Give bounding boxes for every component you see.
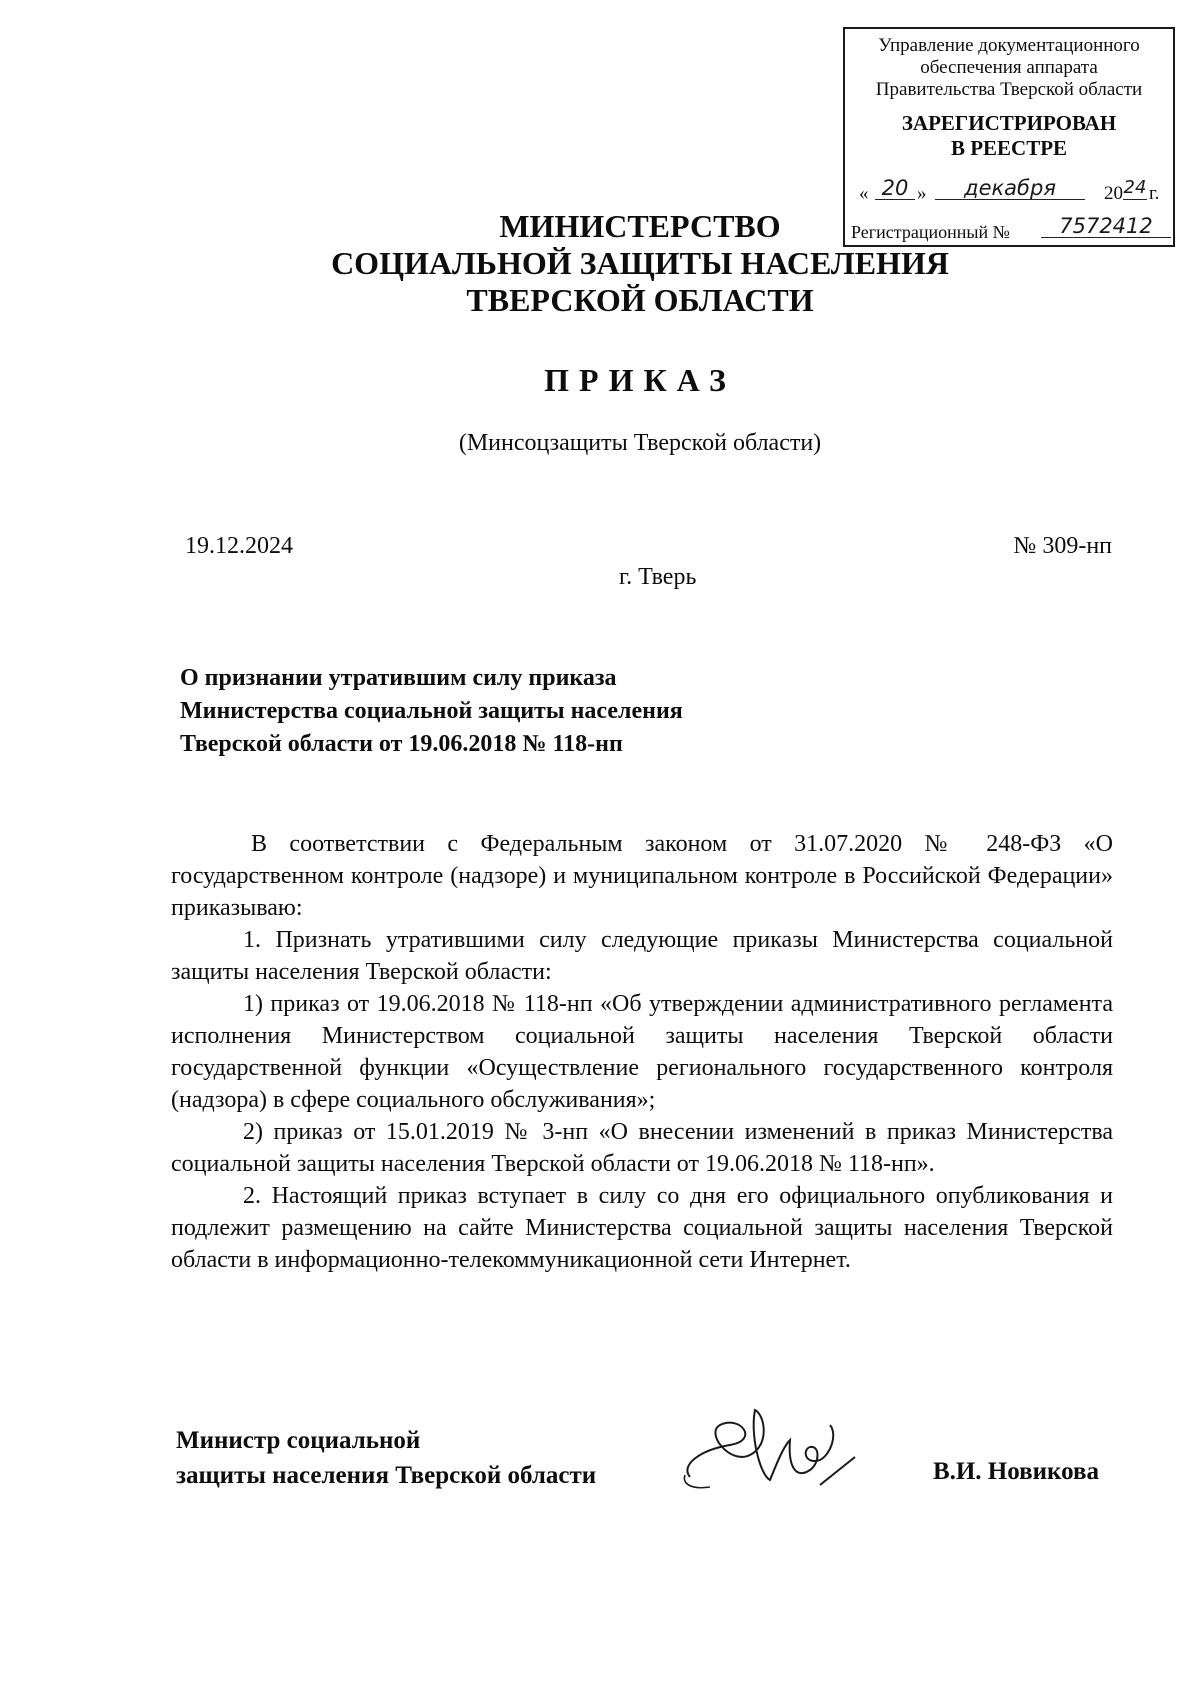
document-number: № 309-нп [1013,533,1112,559]
body-paragraph: 2) приказ от 15.01.2019 № 3-нп «О внесении изменений в приказ Министерства социальной защиты населения Тверской области от 19.06.2018 № 118-нп». [171,1119,1113,1177]
stamp-day: 20 [875,177,915,200]
stamp-department [845,35,1173,101]
document-body [171,828,1113,1276]
subject-line: О признании утратившим силу приказа [180,665,617,691]
stamp-registered-line: В РЕЕСТРЕ [950,136,1068,160]
stamp-regnum-value: 7572412 [1041,215,1171,238]
ministry-header [0,208,1200,319]
body-paragraph: В соответствии с Федеральным законом от 31.07.2020 № 248-ФЗ «О государственном контроле (надзоре) и муниципальном контроле в Российской Федерации» приказываю: [171,831,1113,921]
document-subject [180,662,940,761]
stamp-quote-open: « [859,183,869,204]
body-paragraph: 1. Признать утратившими силу следующие приказы Министерства социальной защиты населения Тверской области: [171,927,1113,985]
stamp-dept-line: обеспечения аппарата [920,57,1098,78]
body-paragraph: 1) приказ от 19.06.2018 № 118-нп «Об утверждении административного регламента исполнения Министерством социальной защиты населения Тверской области государственной функции «Осуществление регионального государственного контроля (надзора) в сфере социального обслуживания»; [171,991,1113,1113]
stamp-regnum-label: Регистрационный № [851,222,1010,242]
document-date: 19.12.2024 [185,533,293,559]
stamp-dept-line: Правительства Тверской области [875,79,1143,100]
stamp-date [855,177,1165,207]
signatory-position-line: защиты населения Тверской области [176,1462,597,1489]
ministry-short-name: (Минсоцзащиты Тверской области) [458,430,822,456]
subject-line: Тверской области от 19.06.2018 № 118-нп [180,731,623,757]
stamp-registered-title [845,111,1173,161]
stamp-dept-line: Управление документационного [878,35,1140,56]
ministry-line: СОЦИАЛЬНОЙ ЗАЩИТЫ НАСЕЛЕНИЯ [331,245,949,281]
ministry-line: ТВЕРСКОЙ ОБЛАСТИ [466,282,814,318]
ministry-line: МИНИСТЕРСТВО [499,208,781,244]
stamp-year-prefix: 20 [1104,183,1123,204]
document-city: г. Тверь [619,564,697,590]
body-paragraph: 2. Настоящий приказ вступает в силу со дня его официального опубликования и подлежит размещению на сайте Министерства социальной защиты населения Тверской области в информационно-телекоммуникационной сети Интернет. [171,1183,1113,1273]
subject-line: Министерства социальной защиты населения [180,698,683,724]
stamp-quote-close: » [917,183,927,204]
handwritten-signature [670,1395,860,1505]
stamp-year-suffix: 24 [1123,177,1147,198]
signatory-position [176,1423,596,1493]
document-type: ПРИКАЗ [544,362,736,398]
stamp-year-abbr: г. [1149,183,1160,204]
stamp-month: декабря [935,177,1085,200]
signatory-position-line: Министр социальной [176,1427,421,1454]
signatory-name: В.И. Новикова [932,1458,1099,1485]
stamp-registered-line: ЗАРЕГИСТРИРОВАН [901,111,1117,135]
